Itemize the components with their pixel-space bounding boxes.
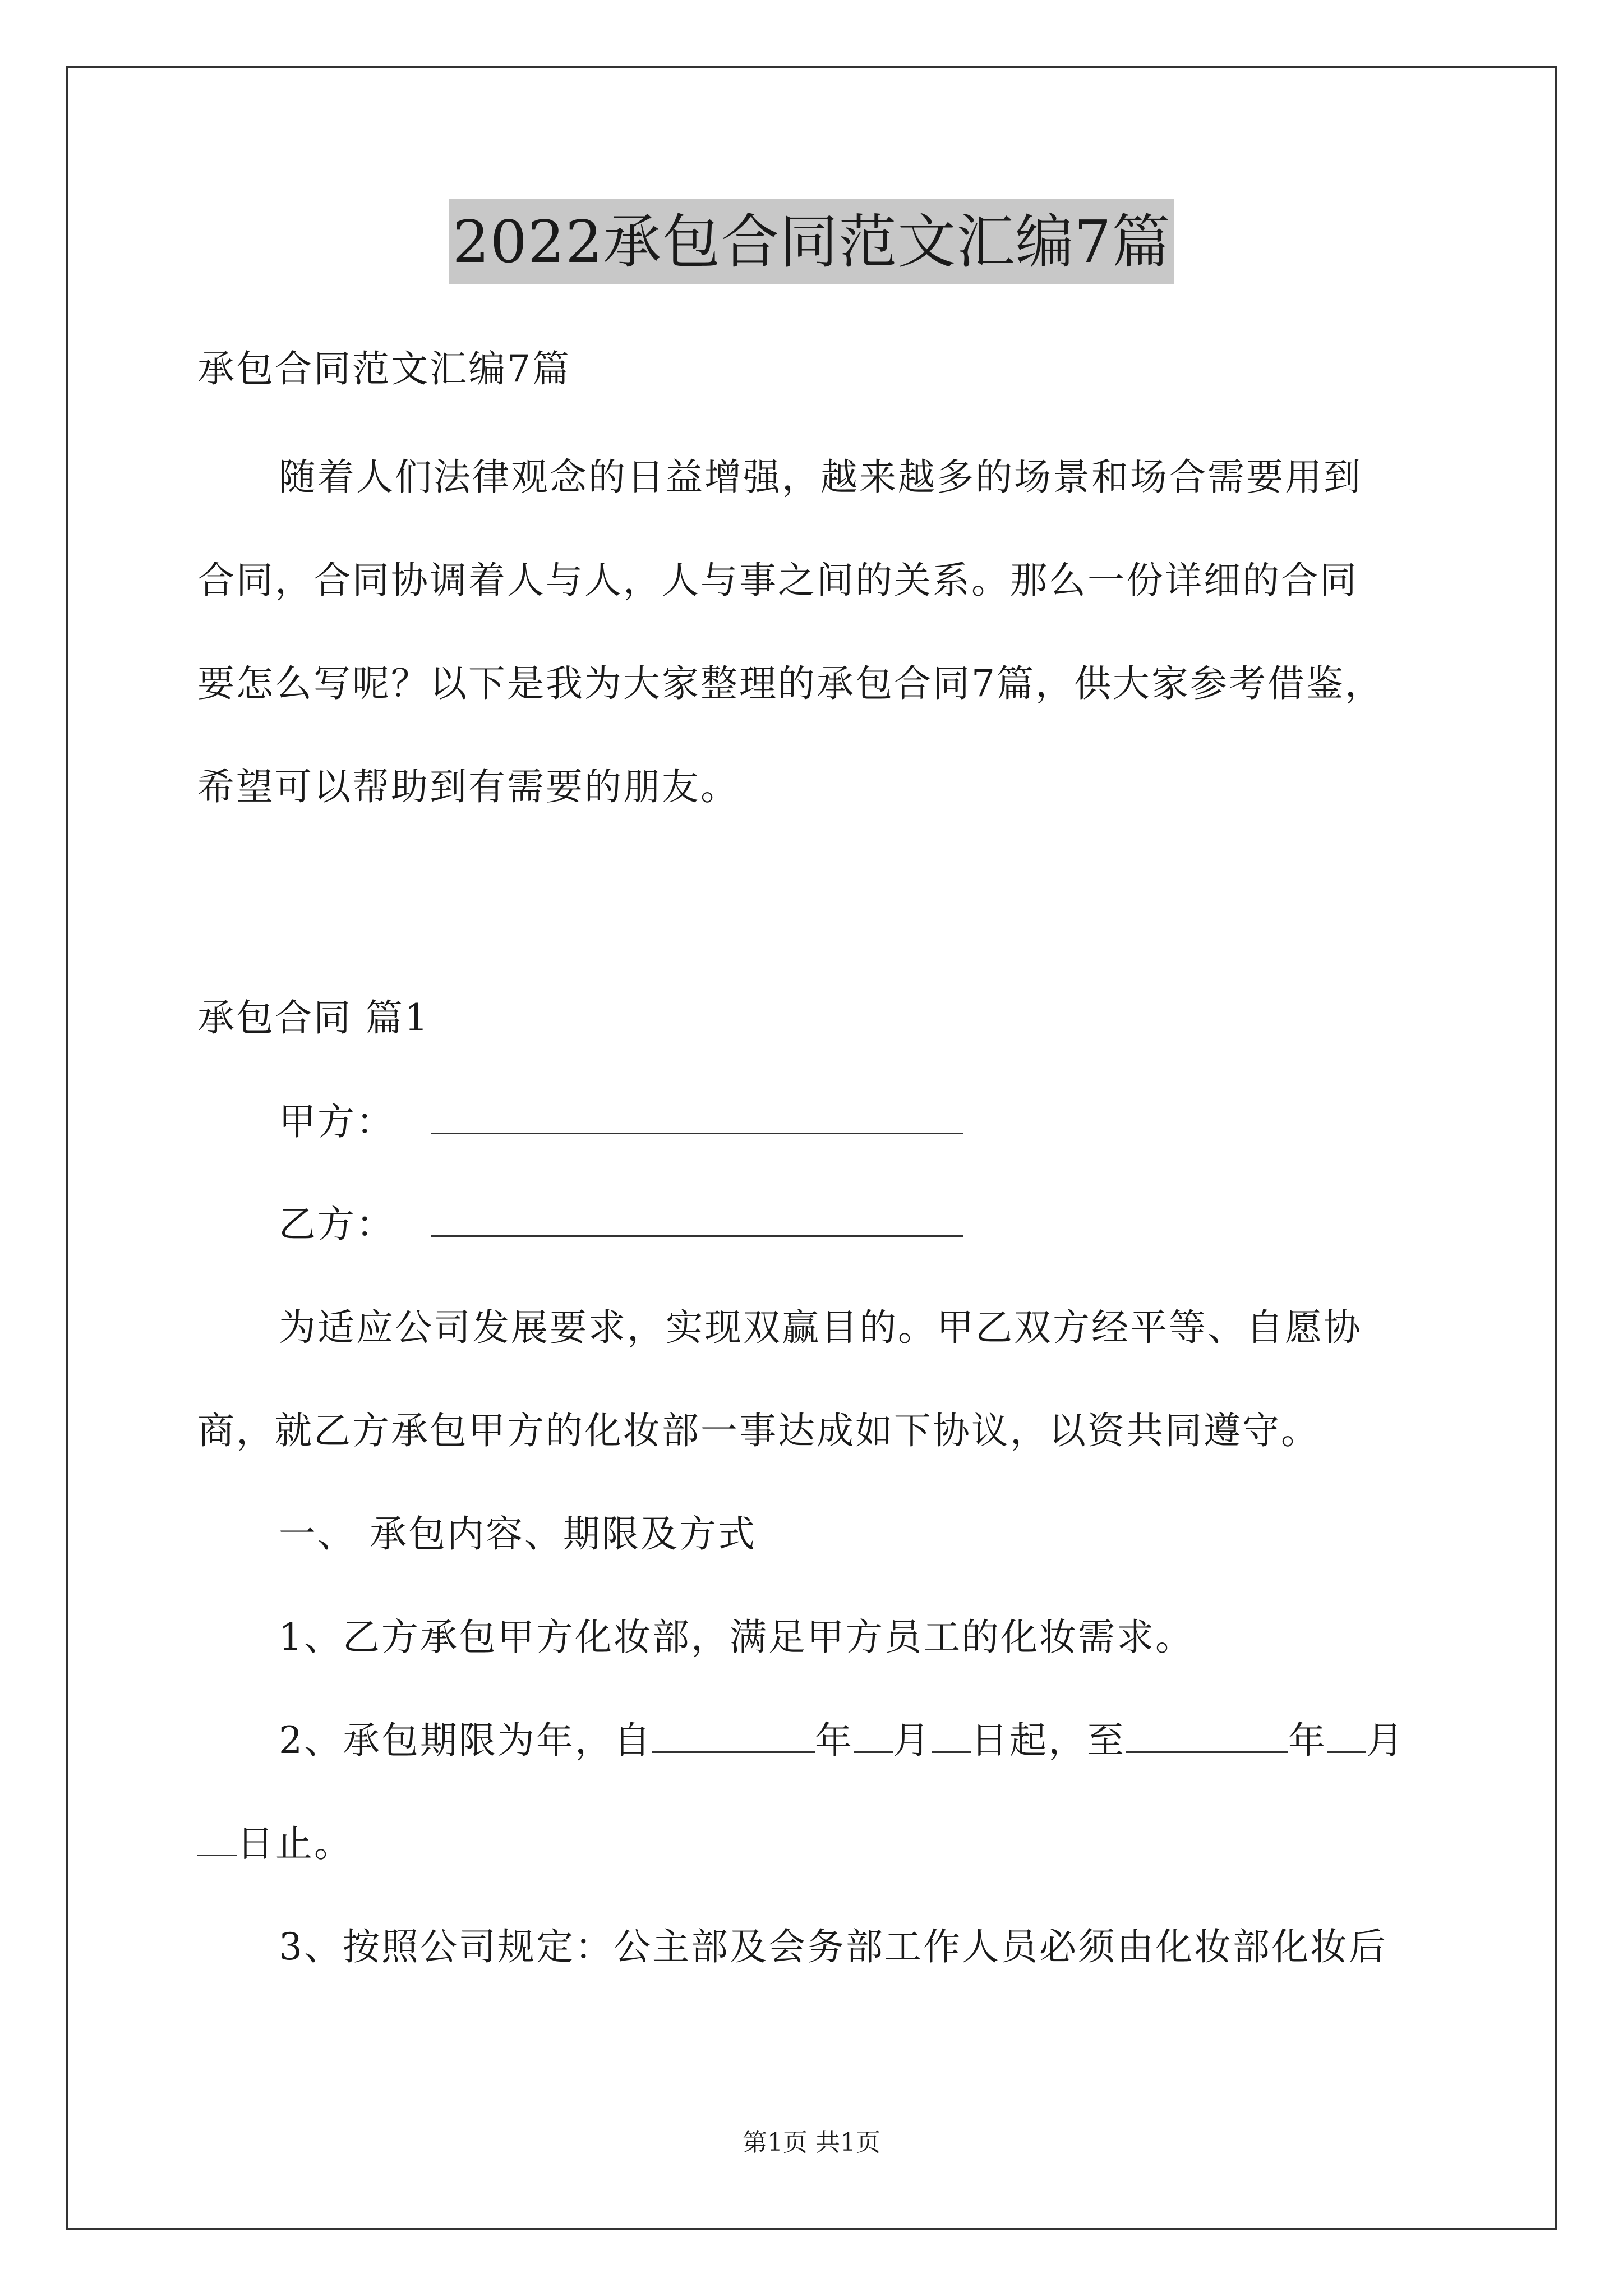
party-b-label: 乙方： (279, 1203, 395, 1246)
clause-2-day-1: 日起，至 (971, 1719, 1126, 1762)
body-line-1: 为适应公司发展要求，实现双赢目的。甲乙双方经平等、自愿协 (279, 1306, 1362, 1349)
title-container (0, 199, 1623, 284)
clause-1-2-line-1 (279, 1715, 1405, 1766)
party-a-blank (431, 1099, 963, 1134)
clause-1-1: 1、乙方承包甲方化妆部，满足甲方员工的化妆需求。 (279, 1616, 1194, 1659)
party-a-row (279, 1097, 963, 1147)
start-year-blank (652, 1718, 815, 1753)
body-line-2: 商，就乙方承包甲方的化妆部一事达成如下协议，以资共同遵守。 (197, 1409, 1320, 1452)
clause-2-year-2: 年 (1288, 1719, 1327, 1762)
page-footer: 第1页 共1页 (743, 2128, 880, 2157)
clause-2-year-1: 年 (815, 1719, 854, 1762)
intro-line-2: 合同，合同协调着人与人，人与事之间的关系。那么一份详细的合同 (197, 559, 1358, 602)
party-b-blank (431, 1202, 963, 1237)
clause-2-month-1: 月 (893, 1719, 932, 1762)
intro-line-3: 要怎么写呢？以下是我为大家整理的承包合同7篇，供大家参考借鉴， (197, 662, 1384, 705)
clause-1-2-line-2 (197, 1819, 353, 1869)
document-title: 2022承包合同范文汇编7篇 (449, 199, 1174, 284)
document-subtitle: 承包合同范文汇编7篇 (197, 347, 571, 390)
intro-line-1: 随着人们法律观念的日益增强，越来越多的场景和场合需要用到 (279, 455, 1362, 499)
end-day-blank (197, 1821, 237, 1856)
end-month-blank (1327, 1718, 1366, 1753)
party-b-row (279, 1199, 963, 1250)
start-day-blank (932, 1718, 971, 1753)
section-heading: 承包合同 篇1 (197, 996, 430, 1039)
start-month-blank (854, 1718, 893, 1753)
party-a-label: 甲方： (279, 1100, 395, 1143)
clause-2-end: 日止。 (237, 1822, 353, 1865)
intro-line-4: 希望可以帮助到有需要的朋友。 (197, 765, 739, 808)
clause-1-3: 3、按照公司规定：公主部及会务部工作人员必须由化妆部化妆后 (279, 1925, 1387, 1968)
end-year-blank (1126, 1718, 1288, 1753)
clause-1-heading: 一、 承包内容、期限及方式 (279, 1512, 757, 1556)
clause-2-start: 2、承包期限为年，自 (279, 1719, 652, 1762)
clause-2-month-2: 月 (1366, 1719, 1405, 1762)
